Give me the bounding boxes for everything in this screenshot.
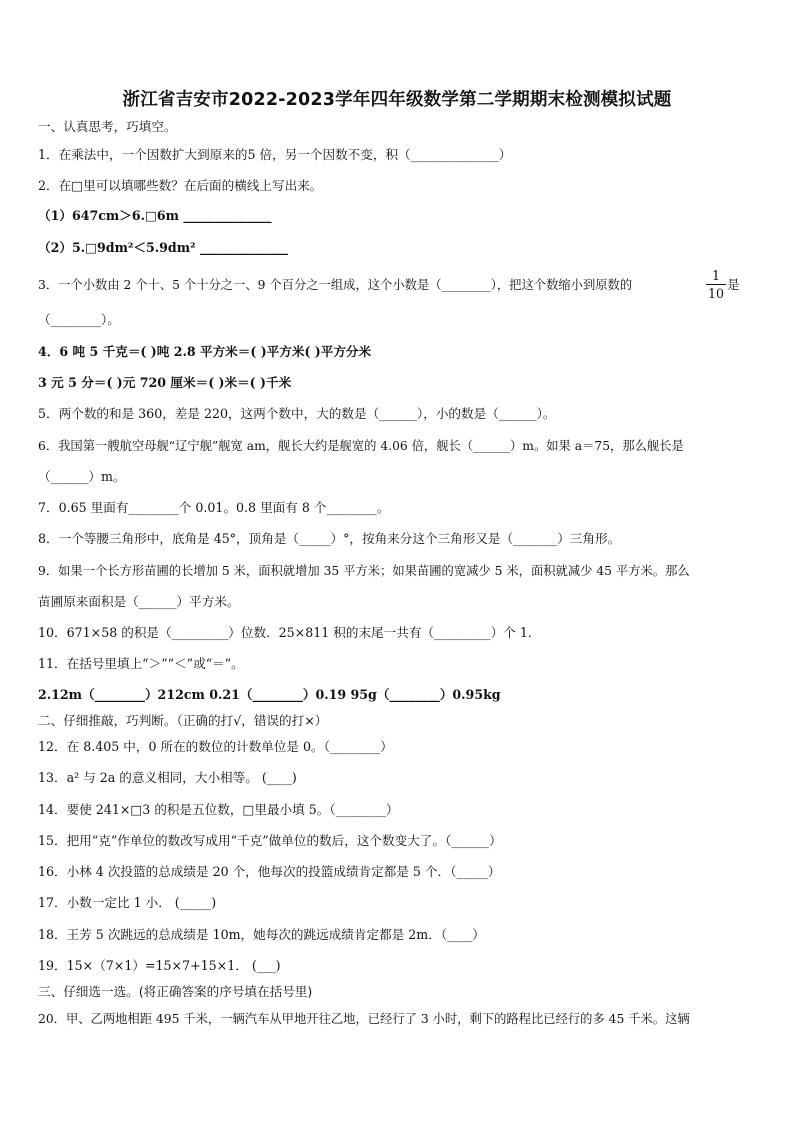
- question-11-comparisons: 2.12m（________）212cm 0.21（________）0.19 95g（________）0.95kg: [38, 687, 501, 702]
- question-5: 5．两个数的和是 360，差是 220，这两个数中，大的数是（______），小的数是（______）。: [38, 406, 556, 421]
- question-3-continued: （________）。: [38, 312, 120, 327]
- fraction-denominator: 10: [707, 286, 725, 301]
- question-12: 12．在 8.405 中，0 所在的数位的计数单位是 0。（________）: [38, 739, 393, 754]
- question-2: 2．在□里可以填哪些数？在后面的横线上写出来。: [38, 178, 323, 193]
- page-title: 浙江省吉安市2022-2023学年四年级数学第二学期期末检测模拟试题: [122, 90, 672, 110]
- question-9: 9．如果一个长方形苗圃的长增加 5 米，面积就增加 35 平方米；如果苗圃的宽减少 5 米，面积就减少 45 平方米。那么: [38, 564, 690, 578]
- question-18: 18．王芳 5 次跳远的总成绩是 10m，她每次的跳远成绩肯定都是 2m．（____）: [38, 927, 485, 942]
- question-6-continued: （______）m。: [38, 469, 126, 484]
- question-3-after-fraction: 是: [727, 277, 740, 292]
- question-8: 8．一个等腰三角形中，底角是 45°，顶角是（_____）°，按角来分这个三角形又是（_______）三角形。: [38, 531, 621, 546]
- question-11: 11．在括号里填上“＞”“＜”或“＝”。: [38, 656, 244, 671]
- question-4: 4．6 吨 5 千克＝( )吨 2.8 平方米＝( )平方米( )平方分米: [38, 344, 372, 359]
- section-heading-1: 一、认真思考，巧填空。: [38, 119, 177, 134]
- fraction-one-tenth: [706, 268, 726, 301]
- question-2-part-1: （1）647cm＞6.□6m ______________: [38, 208, 272, 223]
- section-heading-3: 三、仔细选一选。(将正确答案的序号填在括号里): [38, 984, 313, 999]
- question-14: 14．要使 241×□3 的积是五位数，□里最小填 5。（________）: [38, 802, 399, 817]
- question-9-continued: 苗圃原来面积是（______）平方米。: [38, 594, 240, 609]
- question-13: 13．a² 与 2a 的意义相同，大小相等。 (____): [38, 770, 297, 785]
- question-19: 19．15×（7×1）=15×7+15×1． (___): [38, 958, 281, 973]
- question-2-part-2: （2）5.□9dm²＜5.9dm² ______________: [38, 240, 289, 255]
- question-20: 20．甲、乙两地相距 495 千米，一辆汽车从甲地开往乙地，已经行了 3 小时，剩下的路程比已经行的多 45 千米。这辆: [38, 1012, 690, 1026]
- question-10: 10．671×58 的积是（_________）位数．25×811 积的末尾一共有（_________）个 1．: [38, 625, 541, 640]
- question-3: 3．一个小数由 2 个十、5 个十分之一、9 个百分之一组成，这个小数是（________），把这个数缩小到原数的: [38, 278, 633, 292]
- fraction-numerator: 1: [706, 268, 726, 285]
- question-15: 15．把用“克”作单位的数改写成用“千克”做单位的数后，这个数变大了。（______）: [38, 833, 502, 848]
- question-6: 6．我国第一艘航空母舰“辽宁舰”舰宽 am，舰长大约是舰宽的 4.06 倍，舰长（______）m。如果 a＝75，那么舰长是: [38, 439, 684, 453]
- question-17: 17．小数一定比 1 小． (_____): [38, 895, 217, 910]
- question-7: 7．0.65 里面有________个 0.01。0.8 里面有 8 个________。: [38, 500, 390, 515]
- question-1: 1．在乘法中，一个因数扩大到原来的5 倍，另一个因数不变，积（______________）: [38, 147, 512, 162]
- question-4-continued: 3 元 5 分＝( )元 720 厘米＝( )米＝( )千米: [38, 375, 292, 390]
- question-16: 16．小林 4 次投篮的总成绩是 20 个，他每次的投篮成绩肯定都是 5 个．（_____）: [38, 864, 501, 879]
- section-heading-2: 二、仔细推敲，巧判断。（正确的打√，错误的打×）: [38, 713, 328, 728]
